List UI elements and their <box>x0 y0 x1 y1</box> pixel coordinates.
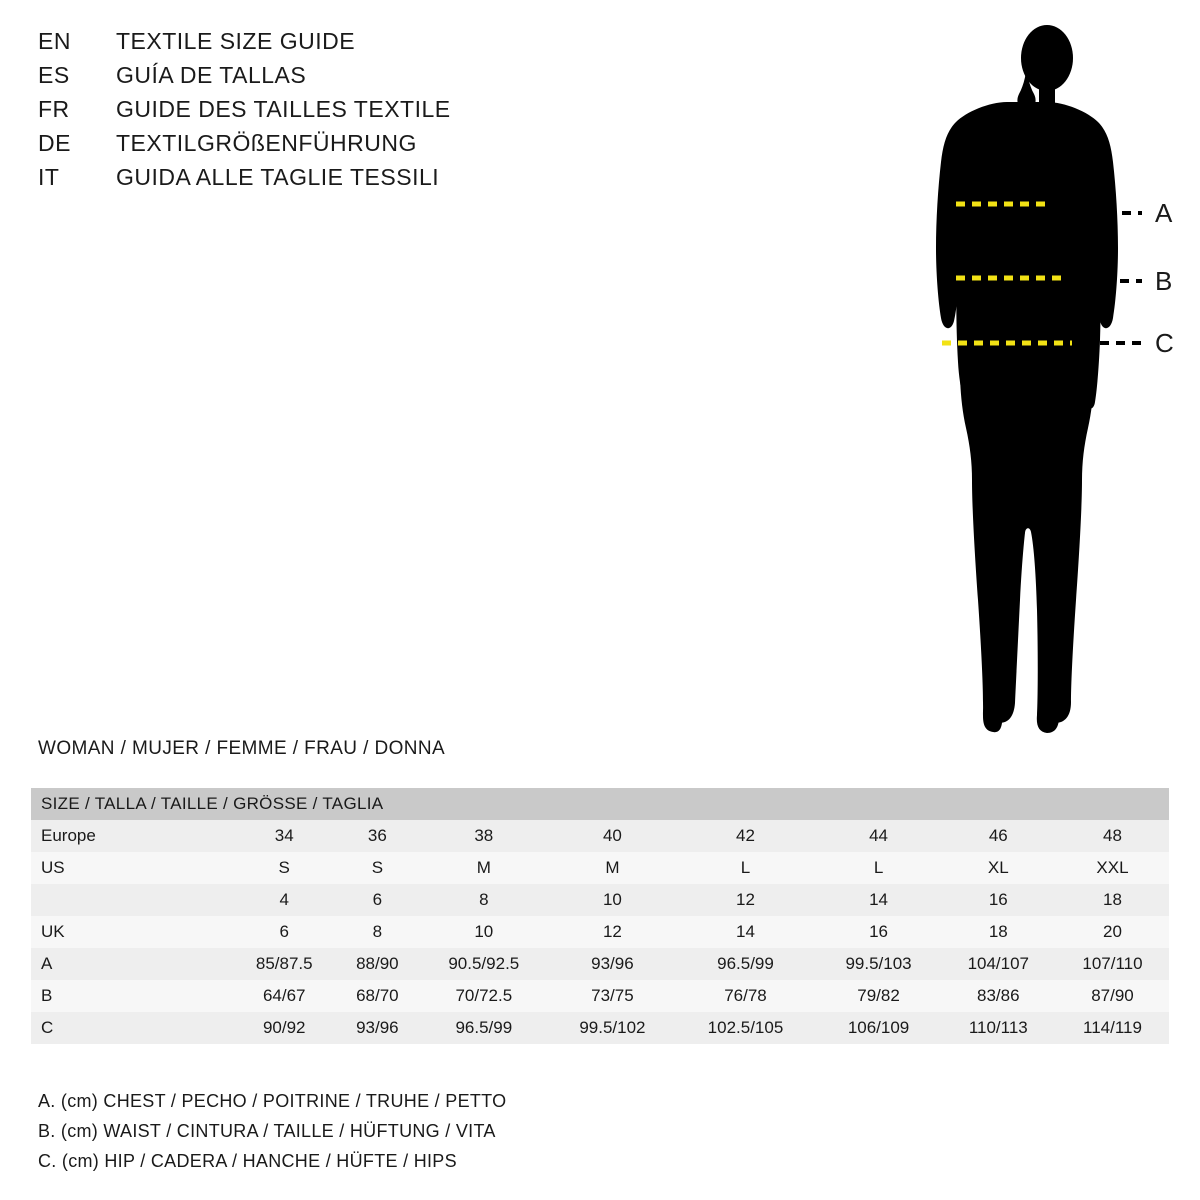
table-cell: 93/96 <box>550 948 674 980</box>
table-cell: XXL <box>1056 852 1169 884</box>
table-cell: 40 <box>550 820 674 852</box>
table-cell: 79/82 <box>816 980 940 1012</box>
table-cell: 48 <box>1056 820 1169 852</box>
table-header-label: SIZE / TALLA / TAILLE / GRÖSSE / TAGLIA <box>31 788 1169 820</box>
table-cell: 8 <box>337 916 417 948</box>
table-row-label: US <box>31 852 231 884</box>
table-cell: 42 <box>675 820 817 852</box>
table-cell: 4 <box>231 884 337 916</box>
table-row <box>31 948 1169 980</box>
table-row <box>31 852 1169 884</box>
table-cell: 90.5/92.5 <box>417 948 550 980</box>
table-cell: 88/90 <box>337 948 417 980</box>
table-cell: 20 <box>1056 916 1169 948</box>
table-row <box>31 884 1169 916</box>
title-text-en: TEXTILE SIZE GUIDE <box>116 28 356 54</box>
title-text-it: GUIDA ALLE TAGLIE TESSILI <box>116 164 440 190</box>
table-cell: 68/70 <box>337 980 417 1012</box>
table-cell: 99.5/103 <box>816 948 940 980</box>
language-title-block <box>38 28 658 198</box>
table-cell: 70/72.5 <box>417 980 550 1012</box>
table-row-label: C <box>31 1012 231 1044</box>
table-cell: L <box>816 852 940 884</box>
table-cell: 110/113 <box>941 1012 1056 1044</box>
table-cell: 46 <box>941 820 1056 852</box>
title-row <box>38 96 658 130</box>
legend-line-a: A. (cm) CHEST / PECHO / POITRINE / TRUHE / PETTO <box>38 1091 507 1111</box>
size-table <box>31 788 1169 1044</box>
table-row-label: Europe <box>31 820 231 852</box>
measurement-legend <box>38 1086 838 1176</box>
table-cell: 90/92 <box>231 1012 337 1044</box>
marker-label-a: A <box>1155 198 1173 228</box>
table-cell: 83/86 <box>941 980 1056 1012</box>
legend-line-c: C. (cm) HIP / CADERA / HANCHE / HÜFTE / HIPS <box>38 1151 457 1171</box>
table-cell: 93/96 <box>337 1012 417 1044</box>
table-row <box>31 1012 1169 1044</box>
title-row <box>38 130 658 164</box>
table-cell: 6 <box>231 916 337 948</box>
table-cell: 99.5/102 <box>550 1012 674 1044</box>
table-cell: 73/75 <box>550 980 674 1012</box>
section-heading-woman: WOMAN / MUJER / FEMME / FRAU / DONNA <box>38 738 446 759</box>
table-cell: 76/78 <box>675 980 817 1012</box>
table-cell: 106/109 <box>816 1012 940 1044</box>
table-cell: 64/67 <box>231 980 337 1012</box>
table-cell: 104/107 <box>941 948 1056 980</box>
language-code-de: DE <box>38 130 71 156</box>
table-cell: 14 <box>816 884 940 916</box>
table-row-label <box>31 884 231 916</box>
title-row <box>38 28 658 62</box>
title-row <box>38 62 658 96</box>
table-row <box>31 916 1169 948</box>
language-code-en: EN <box>38 28 71 54</box>
table-cell: 44 <box>816 820 940 852</box>
table-cell: M <box>417 852 550 884</box>
table-cell: S <box>231 852 337 884</box>
table-cell: 87/90 <box>1056 980 1169 1012</box>
language-code-it: IT <box>38 164 60 190</box>
table-row-label: UK <box>31 916 231 948</box>
table-row-label: A <box>31 948 231 980</box>
table-cell: 12 <box>675 884 817 916</box>
table-cell: 38 <box>417 820 550 852</box>
table-header <box>31 788 1169 820</box>
table-cell: 16 <box>941 884 1056 916</box>
table-cell: 18 <box>941 916 1056 948</box>
title-text-es: GUÍA DE TALLAS <box>116 62 307 88</box>
legend-line-b: B. (cm) WAIST / CINTURA / TAILLE / HÜFTUNG / VITA <box>38 1121 496 1141</box>
table-cell: S <box>337 852 417 884</box>
female-silhouette-icon <box>860 10 1190 770</box>
marker-label-c: C <box>1155 328 1174 358</box>
table-row-label: B <box>31 980 231 1012</box>
table-cell: 107/110 <box>1056 948 1169 980</box>
language-code-fr: FR <box>38 96 70 122</box>
table-header-row <box>31 788 1169 820</box>
table-cell: 18 <box>1056 884 1169 916</box>
language-code-es: ES <box>38 62 70 88</box>
table-cell: 85/87.5 <box>231 948 337 980</box>
table-cell: 96.5/99 <box>675 948 817 980</box>
table-cell: 16 <box>816 916 940 948</box>
table-cell: 102.5/105 <box>675 1012 817 1044</box>
table-cell: 96.5/99 <box>417 1012 550 1044</box>
body-measurement-figure <box>860 10 1190 770</box>
marker-label-b: B <box>1155 266 1173 296</box>
table-cell: M <box>550 852 674 884</box>
title-row <box>38 164 658 198</box>
table-cell: 14 <box>675 916 817 948</box>
table-row <box>31 980 1169 1012</box>
table-cell: 8 <box>417 884 550 916</box>
table-row <box>31 820 1169 852</box>
table-cell: 12 <box>550 916 674 948</box>
table-cell: 10 <box>417 916 550 948</box>
table-cell: 36 <box>337 820 417 852</box>
title-text-de: TEXTILGRÖßENFÜHRUNG <box>116 130 417 156</box>
table-cell: L <box>675 852 817 884</box>
table-cell: 114/119 <box>1056 1012 1169 1044</box>
table-cell: 6 <box>337 884 417 916</box>
table-cell: 10 <box>550 884 674 916</box>
table-cell: 34 <box>231 820 337 852</box>
table-body <box>31 820 1169 1044</box>
table-cell: XL <box>941 852 1056 884</box>
title-text-fr: GUIDE DES TAILLES TEXTILE <box>116 96 451 122</box>
